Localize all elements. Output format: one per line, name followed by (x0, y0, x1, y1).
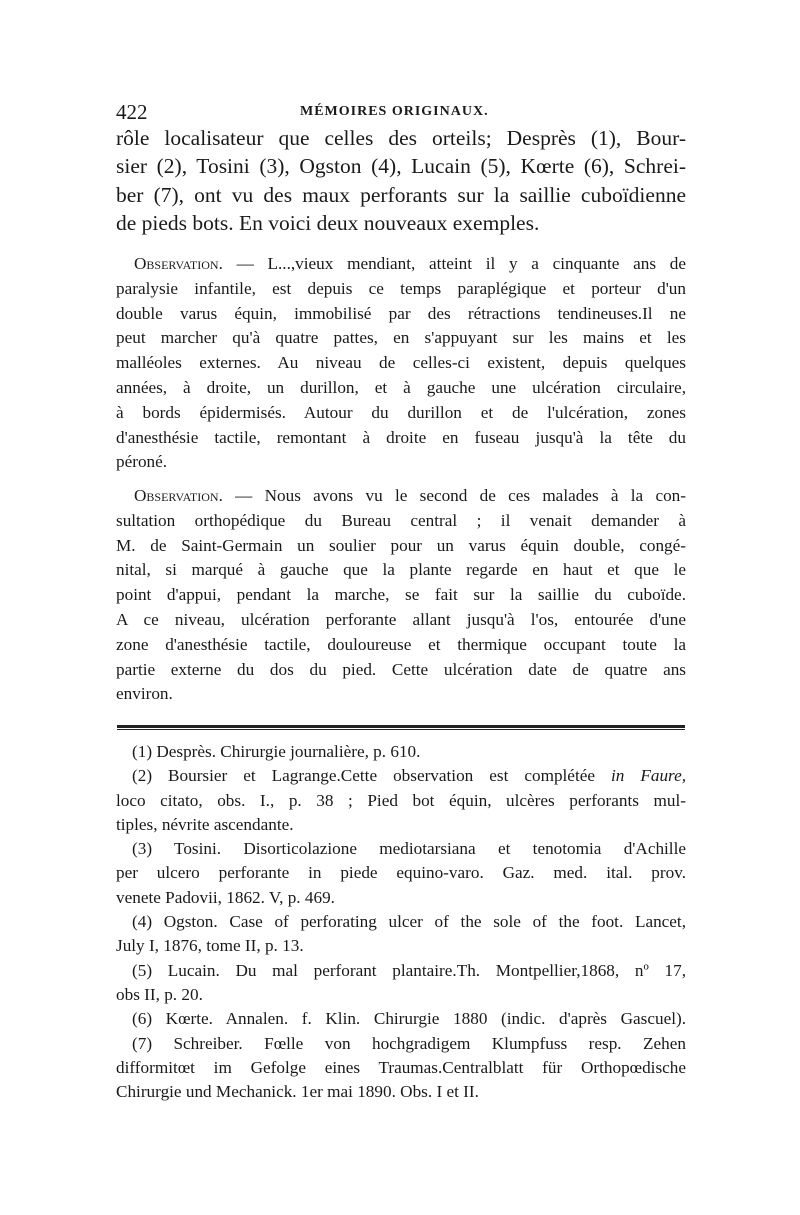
footnote-2-line: loco citato, obs. I., p. 38 ; Pied bot équin, ulcères perforants mul- (116, 790, 686, 810)
running-title: MÉMOIRES ORIGINAUX. (300, 104, 489, 119)
observation-line: zone d'anesthésie tactile, douloureuse et thermique occupant toute la (116, 634, 686, 654)
footnote-6: (6) Kœrte. Annalen. f. Klin. Chirurgie 1880 (indic. d'après Gascuel). (132, 1009, 686, 1029)
footnote-3-line: venete Padovii, 1862. V, p. 469. (116, 887, 335, 907)
footnotes (116, 740, 686, 1104)
intro-line: rôle localisateur que celles des orteils; Desprès (1), Bour- (116, 126, 686, 150)
intro-paragraph (116, 124, 686, 237)
observation-line: malléoles externes. Au niveau de celles-ci existent, depuis quelques (116, 353, 686, 373)
observation-line: point d'appui, pendant la marche, se fait sur la saillie du cuboïde. (116, 585, 686, 605)
observation-line: sultation orthopédique du Bureau central ; il venait demander à (116, 510, 686, 530)
footnote-divider (117, 725, 685, 730)
page-number: 422 (116, 100, 148, 124)
observation-2 (116, 484, 686, 707)
footnote-4-line: July I, 1876, tome II, p. 13. (116, 936, 304, 956)
observation-line: Observation. — Nous avons vu le second de ces malades à la con- (134, 486, 686, 505)
footnote-2-line: tiples, névrite ascendante. (116, 814, 294, 834)
footnote-1: (1) Desprès. Chirurgie journalière, p. 610. (132, 742, 421, 761)
footnote-7-line: difformitœt im Gefolge eines Traumas.Centralblatt für Orthopœdische (116, 1057, 686, 1077)
intro-line: ber (7), ont vu des maux perforants sur la saillie cuboïdienne (116, 182, 686, 207)
observation-line: M. de Saint-Germain un soulier pour un varus équin double, congé- (116, 535, 686, 555)
observation-line: A ce niveau, ulcération perforante allant jusqu'à l'os, entourée d'une (116, 609, 686, 629)
observation-label: Observation. (134, 486, 223, 505)
observation-line: péroné. (116, 452, 168, 472)
footnote-3-line: per ulcero perforante in piede equino-varo. Gaz. med. ital. prov. (116, 863, 686, 883)
footnote-5-line: obs II, p. 20. (116, 984, 203, 1004)
observation-line: Observation. — L...,vieux mendiant, atteint il y a cinquante ans de (134, 254, 686, 273)
observation-label: Observation. (134, 254, 223, 273)
observation-line: double varus équin, immobilisé par des rétractions tendineuses.Il ne (116, 303, 686, 323)
observation-line: peut marcher qu'à quatre pattes, en s'appuyant sur les mains et les (116, 328, 686, 348)
footnote-5: (5) Lucain. Du mal perforant plantaire.Th. Montpellier,1868, nº 17, (132, 960, 686, 980)
observation-line: nital, si marqué à gauche que la plante regarde en haut et que le (116, 560, 686, 580)
observation-line: à bords épidermisés. Autour du durillon et de l'ulcération, zones (116, 402, 686, 422)
intro-line: de pieds bots. En voici deux nouveaux exemples. (116, 210, 540, 235)
footnote-4: (4) Ogston. Case of perforating ulcer of the sole of the foot. Lancet, (132, 912, 686, 932)
observation-line: environ. (116, 684, 173, 704)
observation-line: partie externe du dos du pied. Cette ulcération date de quatre ans (116, 659, 686, 679)
observation-line: années, à droite, un durillon, et à gauche une ulcération circulaire, (116, 377, 686, 397)
footnote-2: (2) Boursier et Lagrange.Cette observation est complétée in Faure, (132, 766, 687, 786)
footnote-7: (7) Schreiber. Fœlle von hochgradigem Klumpfuss resp. Zehen (132, 1033, 686, 1053)
observation-line: d'anesthésie tactile, remontant à droite en fuseau jusqu'à la tête du (116, 427, 686, 447)
footnote-7-line: Chirurgie und Mechanick. 1er mai 1890. Obs. I et II. (116, 1082, 479, 1102)
observation-1 (116, 252, 686, 475)
footnote-3: (3) Tosini. Disorticolazione mediotarsiana et tenotomia d'Achille (132, 839, 686, 859)
observation-line: paralysie infantile, est depuis ce temps paraplégique et porteur d'un (116, 278, 686, 298)
intro-line: sier (2), Tosini (3), Ogston (4), Lucain (5), Kœrte (6), Schrei- (116, 154, 686, 179)
